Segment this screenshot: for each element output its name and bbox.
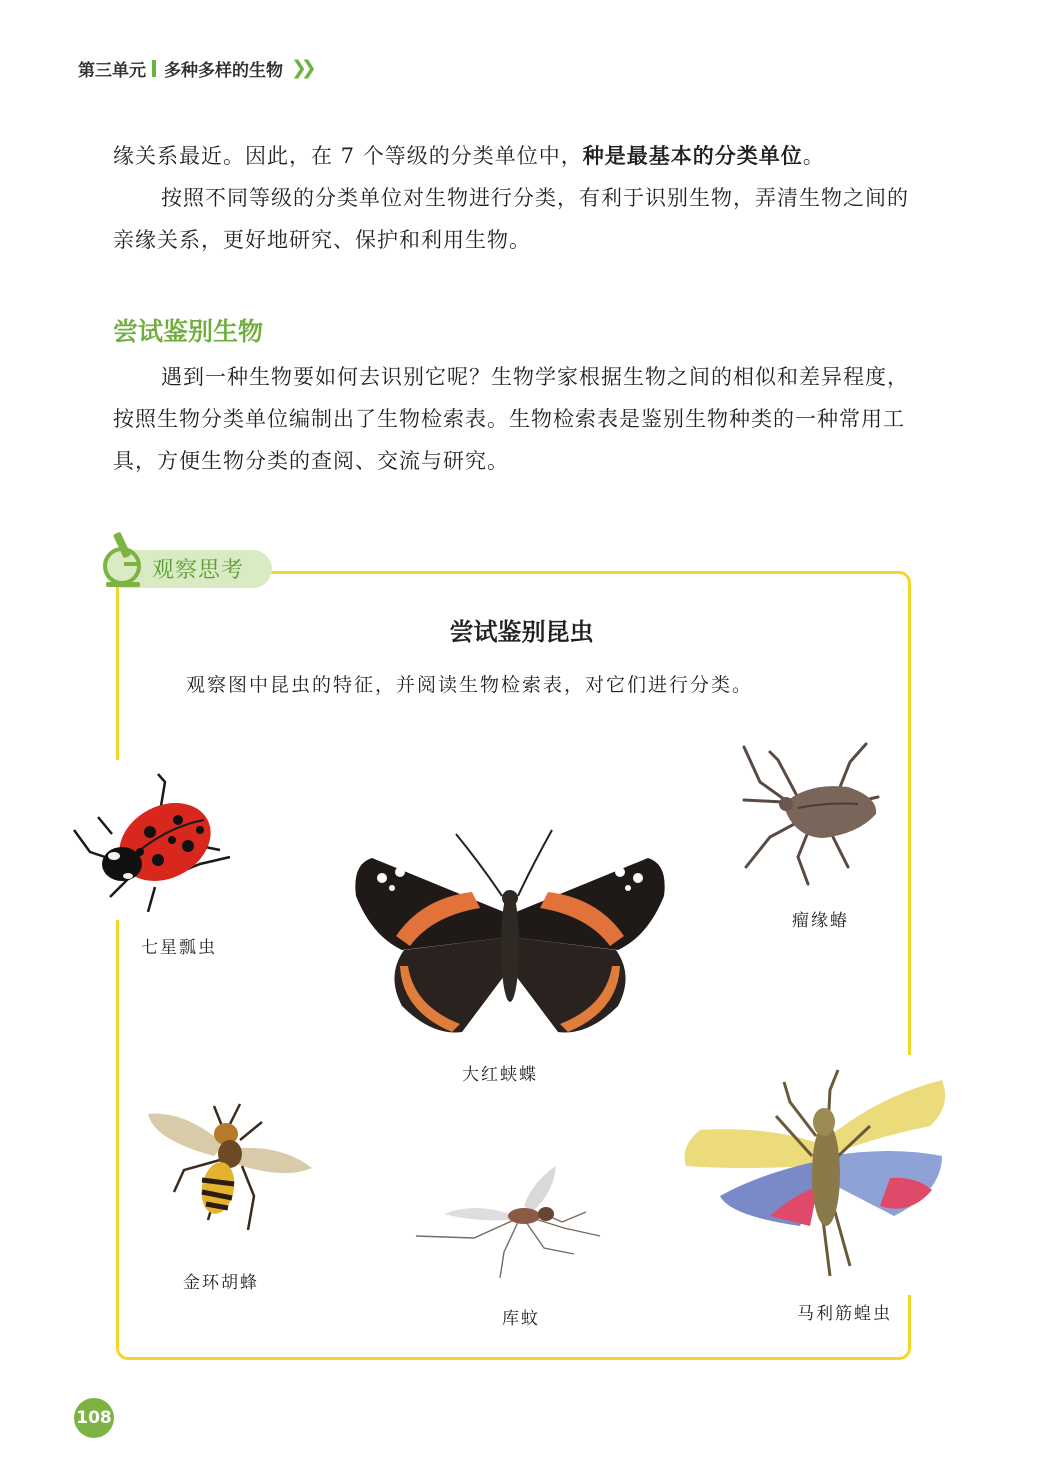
unit-title: 多种多样的生物 xyxy=(164,60,283,81)
caption-hornet: 金环胡蜂 xyxy=(183,1273,259,1293)
hornet-image xyxy=(144,1100,316,1238)
intro-text xyxy=(113,135,913,261)
ladybug-image xyxy=(70,772,240,912)
page-number: 108 xyxy=(74,1398,114,1438)
activity-tag-label: 观察思考 xyxy=(152,558,245,583)
caption-grasshopper: 马利筋蝗虫 xyxy=(797,1304,892,1324)
stinkbug-image xyxy=(738,742,883,887)
section-heading: 尝试鉴别生物 xyxy=(113,317,264,346)
header-divider xyxy=(152,60,156,77)
activity-instruction: 观察图中昆虫的特征，并阅读生物检索表，对它们进行分类。 xyxy=(186,674,754,696)
section-body: 遇到一种生物要如何去识别它呢？生物学家根据生物之间的相似和差异程度，按照生物分类单位编制出了生物检索表。生物检索表是鉴别生物种类的一种常用工具，方便生物分类的查阅、交流与研究。 xyxy=(113,365,909,473)
caption-mosquito: 库蚊 xyxy=(502,1309,540,1329)
unit-label: 第三单元 xyxy=(78,60,146,81)
key-statement: 种是最基本的分类单位 xyxy=(582,144,803,168)
caption-ladybug: 七星瓢虫 xyxy=(141,938,217,958)
running-header xyxy=(78,56,311,80)
mosquito-image xyxy=(414,1162,604,1278)
activity-title: 尝试鉴别昆虫 xyxy=(449,618,594,646)
microscope-icon xyxy=(100,526,146,590)
intro-paragraph-2: 按照不同等级的分类单位对生物进行分类，有利于识别生物，弄清生物之间的亲缘关系，更好地研究、保护和利用生物。 xyxy=(113,186,909,252)
caption-butterfly: 大红蛱蝶 xyxy=(462,1065,538,1085)
double-chevron-icon: ❯❯ xyxy=(291,57,311,79)
grasshopper-image xyxy=(680,1066,950,1286)
butterfly-image xyxy=(352,826,668,1040)
caption-stinkbug: 瘤缘蝽 xyxy=(792,911,849,931)
intro-line1: 缘关系最近。因此，在 7 个等级的分类单位中，种是最基本的分类单位。 xyxy=(113,144,825,168)
